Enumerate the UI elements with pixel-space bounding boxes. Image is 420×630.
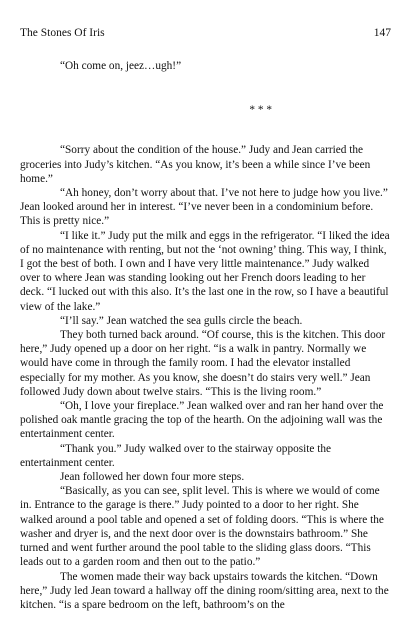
book-title: The Stones Of Iris [20,27,105,39]
paragraph: “I like it.” Judy put the milk and eggs in the refrigerator. “I liked the idea of no maintenance with renting, but not the ‘not owning’ thing. This way, I think, I got the best of both. I own and I have very little maintenance.” Judy walked over to where Jean was standing looking out her French doors leading to her deck. “I lucked out with this also. It’s the last one in the row, so I have a beautiful view of the lake.” [20,229,390,313]
paragraph: “Thank you.” Judy walked over to the stairway opposite the entertainment center. [20,442,332,469]
page-body [20,59,392,612]
paragraph: The women made their way back upstairs towards the kitchen. “Down here,” Judy led Jean toward a hallway off the dining room/sitting area, next to the kitchen. “is a spare bedroom on the left, bathroom’s on the [20,570,389,611]
paragraph: “Basically, as you can see, split level. This is where we would of come in. Entrance to the garage is there.” Judy pointed to a door to her right. She walked around a pool table and opened a set of folding doors. “This is where the washer and dryer is, and the next door over is the downstairs bathroom.” She turned and went further around the pool table to the sliding glass doors. “This leads out to a garden room and then out to the patio.” [20,485,384,569]
section-break: * * * [249,104,272,117]
page-number: 147 [373,27,391,39]
paragraph: “Oh, I love your fireplace.” Jean walked over and ran her hand over the polished oak mantle gracing the top of the hearth. On the adjoining wall was the entertainment center. [20,400,384,441]
paragraph: “I’ll say.” Jean watched the sea gulls circle the beach. [60,314,303,327]
paragraph: “Oh come on, jeez…ugh!” [60,60,182,72]
paragraph: They both turned back around. “Of course, this is the kitchen. This door here,” Judy opened up a door on her right. “is a walk in pantry. Normally we would have come in through the family room. I had the elevator installed especially for my mother. As you know, she doesn’t do stairs very well.” Jean followed Judy down about twelve stairs. “This is the living room.” [20,329,386,398]
running-header [20,25,391,41]
paragraph: “Ah honey, don’t worry about that. I’ve not here to judge how you live.” Jean looked around her in interest. “I’ve never been in a condominium before. This is pretty nice.” [20,187,388,228]
paragraph: Jean followed her down four more steps. [60,471,245,484]
paragraph: “Sorry about the condition of the house.” Judy and Jean carried the groceries into Judy’s kitchen. “As you know, it’s been a while since I’ve been home.” [20,144,371,185]
